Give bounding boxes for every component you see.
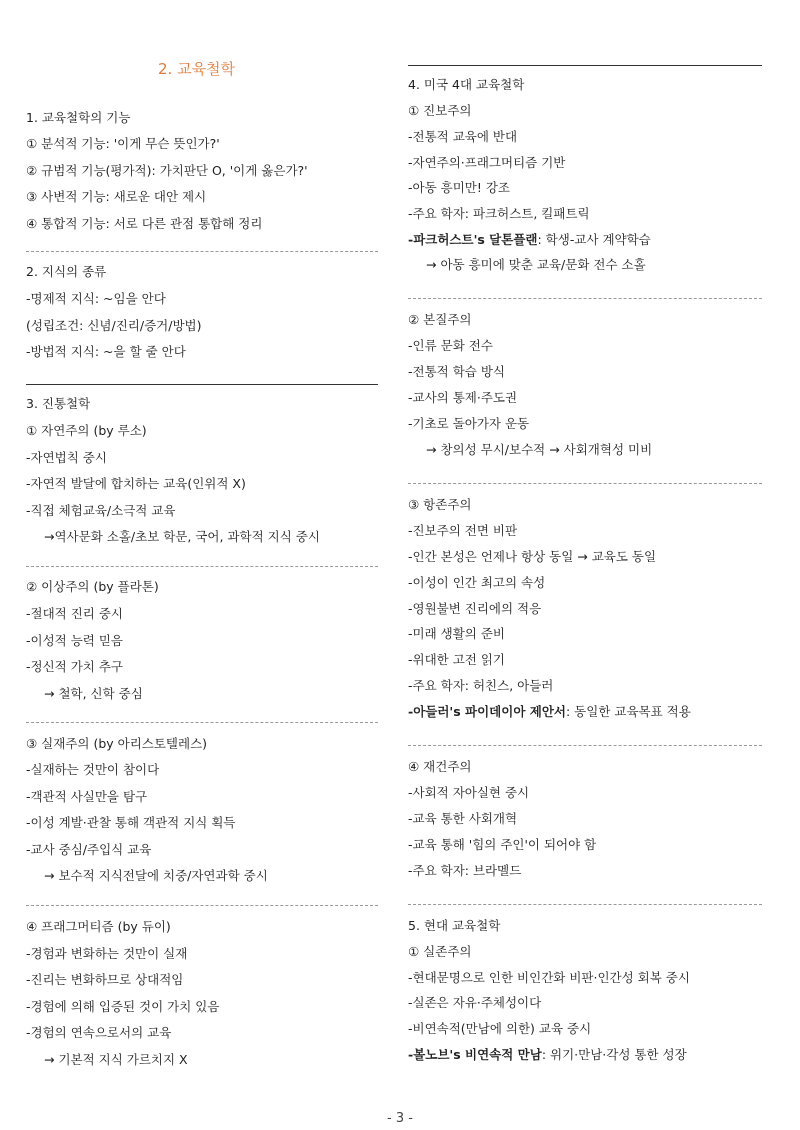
- note-text: -위대한 고전 읽기: [408, 652, 505, 667]
- note-text: -현대문명으로 인한 비인간화 비판·인간성 회복 중시: [408, 970, 690, 985]
- note-line: [26, 423, 147, 439]
- note-text: -절대적 진리 중시: [26, 606, 123, 621]
- note-text: ③ 항존주의: [408, 497, 472, 512]
- note-line: [26, 659, 123, 675]
- note-line: [408, 497, 471, 513]
- note-text: -아들러's 파이데이아 제안서: [408, 704, 566, 719]
- note-line: [26, 318, 201, 334]
- note-line: [26, 606, 123, 622]
- note-line: [26, 476, 246, 492]
- dashed-divider: [26, 905, 378, 906]
- note-text: → 보수적 지식전달에 치중/자연과학 중시: [44, 868, 268, 883]
- note-line: [26, 344, 186, 360]
- note-line: [408, 180, 510, 196]
- note-line: [426, 442, 652, 458]
- page-number: - 3 -: [387, 1111, 413, 1126]
- note-line: [26, 189, 206, 205]
- solid-divider: [408, 65, 762, 66]
- note-line: [426, 257, 646, 273]
- note-text: ① 자연주의 (by 루소): [26, 423, 147, 438]
- note-line: [408, 918, 500, 934]
- note-line: [408, 575, 545, 591]
- note-line: [408, 390, 517, 406]
- note-line: [44, 868, 268, 884]
- dashed-divider: [26, 722, 378, 723]
- note-text: -교사의 통제·주도권: [408, 390, 518, 405]
- dashed-divider: [408, 904, 762, 905]
- note-line: [408, 601, 541, 617]
- note-text: -기초로 돌아가자 운동: [408, 416, 530, 431]
- note-line: [408, 652, 505, 668]
- note-line: [26, 264, 106, 280]
- note-text: 5. 현대 교육철학: [408, 918, 501, 933]
- note-text: ③ 사변적 기능: 새로운 대안 제시: [26, 189, 207, 204]
- note-line: [26, 842, 151, 858]
- note-text: ④ 재건주의: [408, 759, 472, 774]
- note-text: → 기본적 지식 가르치지 X: [44, 1052, 188, 1067]
- note-text: -주요 학자: 허친스, 아들러: [408, 678, 554, 693]
- note-text-rest: : 위기·만남·각성 통한 성장: [541, 1047, 687, 1062]
- note-text: -파크허스트's 달톤플랜: [408, 232, 538, 247]
- note-text: ② 규범적 기능(평가적): 가치판단 O, '이게 옳은가?': [26, 163, 308, 178]
- note-line: [408, 678, 553, 694]
- note-line: [408, 995, 541, 1011]
- note-line: [26, 163, 308, 179]
- note-line: [26, 396, 90, 412]
- note-text: ④ 프래그머티즘 (by 듀이): [26, 919, 171, 934]
- note-line: [26, 216, 262, 232]
- note-text: 1. 교육철학의 기능: [26, 110, 131, 125]
- note-line: [26, 579, 159, 595]
- note-text: -교육 통한 사회개혁: [408, 811, 518, 826]
- note-line: [408, 626, 505, 642]
- note-line: [408, 1021, 591, 1037]
- note-line: [408, 811, 517, 827]
- note-text: ② 이상주의 (by 플라톤): [26, 579, 159, 594]
- note-text: -실재하는 것만이 참이다: [26, 762, 160, 777]
- note-line: [44, 1052, 188, 1068]
- note-line: [408, 129, 517, 145]
- note-text: -이성 계발·관찰 통해 객관적 지식 획득: [26, 815, 236, 830]
- note-text-rest: : 동일한 교육목표 적용: [565, 704, 691, 719]
- note-text: -진리는 변화하므로 상대적임: [26, 972, 184, 987]
- note-text: -정신적 가치 추구: [26, 659, 123, 674]
- note-text: 4. 미국 4대 교육철학: [408, 77, 525, 92]
- note-line: [26, 503, 176, 519]
- note-line: [408, 77, 524, 93]
- note-line: [26, 136, 220, 152]
- note-text: -미래 생활의 준비: [408, 626, 505, 641]
- note-text: -영원불변 진리에의 적응: [408, 601, 542, 616]
- note-text: → 아동 흥미에 맞춘 교육/문화 전수 소홀: [426, 257, 646, 272]
- note-line: [408, 1047, 687, 1063]
- dashed-divider: [408, 483, 762, 484]
- note-line: [26, 972, 183, 988]
- note-text: -아동 흥미만! 강조: [408, 180, 510, 195]
- note-text: -명제적 지식: ~임을 안다: [26, 291, 166, 306]
- solid-divider: [26, 384, 378, 385]
- note-line: [408, 759, 471, 775]
- note-text: -인간 본성은 언제나 항상 동일 → 교육도 동일: [408, 549, 657, 564]
- note-text: -방법적 지식: ~을 할 줄 안다: [26, 344, 186, 359]
- note-text: -자연주의·프래그머티즘 기반: [408, 155, 566, 170]
- note-text: →역사문화 소홀/초보 학문, 국어, 과학적 지식 중시: [44, 529, 320, 544]
- note-text: -직접 체험교육/소극적 교육: [26, 503, 176, 518]
- note-text: -볼노브's 비연속적 만남: [408, 1047, 542, 1062]
- section-title: 2. 교육철학: [158, 60, 236, 78]
- note-text: -주요 학자: 파크허스트, 킬패트릭: [408, 206, 590, 221]
- note-line: [408, 103, 471, 119]
- note-text: ③ 실재주의 (by 아리스토텔레스): [26, 736, 208, 751]
- note-text: -진보주의 전면 비판: [408, 523, 518, 538]
- note-text: -교육 통해 '힘의 주인'이 되어야 함: [408, 837, 597, 852]
- note-text: -전통적 학습 방식: [408, 364, 505, 379]
- dashed-divider: [26, 251, 378, 252]
- note-line: [26, 633, 123, 649]
- note-text: -객관적 사실만을 탐구: [26, 789, 148, 804]
- note-line: [408, 704, 691, 720]
- note-text: ② 본질주의: [408, 312, 472, 327]
- note-text: ① 분석적 기능: '이게 무슨 뜻인가?': [26, 136, 220, 151]
- note-line: [26, 919, 171, 935]
- dashed-divider: [408, 298, 762, 299]
- note-line: [26, 946, 187, 962]
- note-text: 2. 지식의 종류: [26, 264, 107, 279]
- note-text: → 창의성 무시/보수적 → 사회개혁성 미비: [426, 442, 653, 457]
- note-line: [44, 686, 143, 702]
- note-line: [26, 789, 147, 805]
- note-line: [408, 364, 505, 380]
- note-line: [408, 312, 471, 328]
- note-text: ① 진보주의: [408, 103, 472, 118]
- note-text: -교사 중심/주입식 교육: [26, 842, 152, 857]
- note-line: [408, 785, 529, 801]
- note-text: -인류 문화 전수: [408, 338, 493, 353]
- note-line: [408, 944, 471, 960]
- note-line: [26, 110, 130, 126]
- note-line: [26, 291, 166, 307]
- note-text-rest: : 학생-교사 계약학습: [537, 232, 651, 247]
- note-text: -자연법칙 중시: [26, 450, 107, 465]
- note-text: ④ 통합적 기능: 서로 다른 관점 통합해 정리: [26, 216, 263, 231]
- note-text: -비연속적(만남에 의한) 교육 중시: [408, 1021, 592, 1036]
- note-line: [26, 1025, 171, 1041]
- note-line: [408, 863, 521, 879]
- note-text: 3. 진통철학: [26, 396, 91, 411]
- note-text: -실존은 자유·주체성이다: [408, 995, 542, 1010]
- note-text: -주요 학자: 브라멜드: [408, 863, 522, 878]
- dashed-divider: [26, 566, 378, 567]
- note-line: [408, 416, 529, 432]
- note-line: [408, 338, 493, 354]
- note-text: -이성이 인간 최고의 속성: [408, 575, 546, 590]
- note-text: -경험과 변화하는 것만이 실재: [26, 946, 188, 961]
- note-text: -이성적 능력 믿음: [26, 633, 123, 648]
- note-line: [26, 815, 235, 831]
- note-line: [408, 523, 517, 539]
- note-text: ① 실존주의: [408, 944, 472, 959]
- note-line: [26, 450, 107, 466]
- note-line: [26, 736, 207, 752]
- note-line: [44, 529, 320, 545]
- note-line: [408, 970, 690, 986]
- note-line: [26, 999, 219, 1015]
- note-text: -사회적 자아실현 중시: [408, 785, 530, 800]
- note-line: [26, 762, 159, 778]
- note-text: -경험에 의해 입증된 것이 가치 있음: [26, 999, 220, 1014]
- note-line: [408, 155, 565, 171]
- note-text: -자연적 발달에 합치하는 교육(인위적 X): [26, 476, 246, 491]
- note-line: [408, 549, 656, 565]
- note-text: -경험의 연속으로서의 교육: [26, 1025, 172, 1040]
- note-line: [408, 206, 590, 222]
- note-text: → 철학, 신학 중심: [44, 686, 143, 701]
- note-text: (성립조건: 신념/진리/증거/방법): [26, 318, 202, 333]
- note-line: [408, 837, 596, 853]
- dashed-divider: [408, 745, 762, 746]
- note-line: [408, 232, 651, 248]
- note-text: -전통적 교육에 반대: [408, 129, 518, 144]
